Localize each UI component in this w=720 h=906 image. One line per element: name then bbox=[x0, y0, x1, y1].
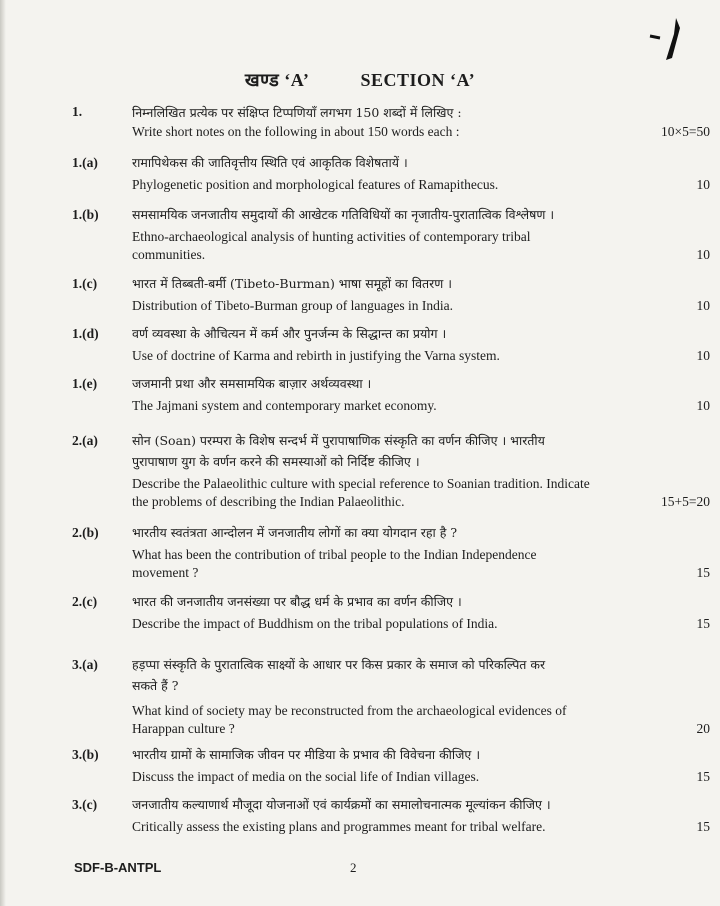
question-text-hindi: भारतीय स्वतंत्रता आन्दोलन में जनजातीय लोगों का क्या योगदान रहा है ? bbox=[132, 525, 458, 540]
question-marks: 10 bbox=[696, 177, 710, 192]
question-text-hindi: निम्नलिखित प्रत्येक पर संक्षिप्त टिप्पणियाँ लगभग 150 शब्दों में लिखिए : bbox=[132, 105, 462, 120]
question-text-english: Phylogenetic position and morphological features of Ramapithecus. 10 bbox=[132, 177, 710, 192]
question-marks: 10×5=50 bbox=[661, 124, 710, 139]
section-title-english: SECTION ‘A’ bbox=[360, 70, 476, 90]
question-text-hindi-line-2: सकते हैं ? bbox=[132, 678, 179, 693]
question-number: 3.(c) bbox=[72, 797, 98, 812]
question-text-hindi-line-1: सोन (Soan) परम्परा के विशेष सन्दर्भ में पुरापाषाणिक संस्कृति का वर्णन कीजिए । भारतीय bbox=[132, 433, 545, 448]
question-text-english: Use of doctrine of Karma and rebirth in justifying the Varna system. 10 bbox=[132, 348, 710, 363]
section-header bbox=[0, 68, 720, 92]
question-number: 1. bbox=[72, 104, 83, 119]
question-text-english-line-1: What kind of society may be reconstructed from the archaeological evidences of bbox=[132, 703, 567, 718]
page-number: 2 bbox=[350, 860, 357, 875]
question-text-english-line-2: movement ? 15 bbox=[132, 565, 710, 580]
question-marks: 15 bbox=[696, 769, 710, 784]
question-text-english-line-1: What has been the contribution of tribal people to the Indian Independence bbox=[132, 547, 537, 562]
question-marks: 10 bbox=[696, 247, 710, 262]
question-marks: 10 bbox=[696, 398, 710, 413]
question-text-hindi: भारतीय ग्रामों के सामाजिक जीवन पर मीडिया के प्रभाव की विवेचना कीजिए । bbox=[132, 747, 481, 762]
question-text-hindi: जनजातीय कल्याणार्थ मौजूदा योजनाओं एवं कार्यक्रमों का समालोचनात्मक मूल्यांकन कीजिए । bbox=[132, 797, 551, 812]
question-text-hindi: भारत में तिब्बती-बर्मी (Tibeto-Burman) भाषा समूहों का वितरण । bbox=[132, 276, 453, 291]
question-number: 1.(c) bbox=[72, 276, 98, 291]
question-number: 1.(e) bbox=[72, 376, 98, 391]
question-text-hindi: जजमानी प्रथा और समसामयिक बाज़ार अर्थव्यवस्था । bbox=[132, 376, 372, 391]
question-text-english: Distribution of Tibeto-Burman group of languages in India. 10 bbox=[132, 298, 710, 313]
question-marks: 10 bbox=[696, 298, 710, 313]
question-text-english-line-2: communities. 10 bbox=[132, 247, 710, 262]
question-marks: 10 bbox=[696, 348, 710, 363]
question-number: 2.(a) bbox=[72, 433, 98, 448]
question-text-english-line-1: Describe the Palaeolithic culture with special reference to Soanian tradition. Indicate bbox=[132, 476, 590, 491]
question-text-english: The Jajmani system and contemporary market economy. 10 bbox=[132, 398, 710, 413]
question-marks: 15 bbox=[696, 565, 710, 580]
question-number: 1.(d) bbox=[72, 326, 99, 341]
question-marks: 15+5=20 bbox=[661, 494, 710, 509]
section-title-hindi: खण्ड ‘A’ bbox=[244, 70, 310, 90]
question-marks: 15 bbox=[696, 616, 710, 631]
question-number: 2.(c) bbox=[72, 594, 98, 609]
question-number: 1.(a) bbox=[72, 155, 98, 170]
scan-edge bbox=[0, 0, 6, 906]
question-number: 3.(a) bbox=[72, 657, 98, 672]
question-number: 3.(b) bbox=[72, 747, 99, 762]
question-marks: 15 bbox=[696, 819, 710, 834]
question-text-english-line-1: Ethno-archaeological analysis of hunting activities of contemporary tribal bbox=[132, 229, 531, 244]
question-text-english-line-2: Harappan culture ? 20 bbox=[132, 721, 710, 736]
question-text-hindi: समसामयिक जनजातीय समुदायों की आखेटक गतिविधियों का नृजातीय-पुरातात्विक विश्लेषण । bbox=[132, 207, 555, 222]
question-text-hindi: भारत की जनजातीय जनसंख्या पर बौद्ध धर्म के प्रभाव का वर्णन कीजिए । bbox=[132, 594, 462, 609]
question-text-hindi-line-1: हड़प्पा संस्कृति के पुरातात्विक साक्ष्यों के आधार पर किस प्रकार के समाज को परिकल्पित कर bbox=[132, 657, 546, 672]
question-text-english-line-2: the problems of describing the Indian Palaeolithic. 15+5=20 bbox=[132, 494, 710, 509]
paper-code: SDF-B-ANTPL bbox=[74, 860, 162, 875]
pen-tick-mark bbox=[646, 14, 686, 64]
question-text-english: Discuss the impact of media on the social life of Indian villages. 15 bbox=[132, 769, 710, 784]
question-text-english: Critically assess the existing plans and programmes meant for tribal welfare. 15 bbox=[132, 819, 710, 834]
question-text-english: Describe the impact of Buddhism on the tribal populations of India. 15 bbox=[132, 616, 710, 631]
question-text-english: Write short notes on the following in about 150 words each : 10×5=50 bbox=[132, 124, 710, 139]
question-text-hindi-line-2: पुरापाषाण युग के वर्णन करने की समस्याओं को निर्दिष्ट कीजिए । bbox=[132, 454, 420, 469]
question-text-hindi: वर्ण व्यवस्था के औचित्यन में कर्म और पुनर्जन्म के सिद्धान्त का प्रयोग । bbox=[132, 326, 447, 341]
question-number: 1.(b) bbox=[72, 207, 99, 222]
question-marks: 20 bbox=[696, 721, 710, 736]
question-text-hindi: रामापिथेकस की जातिवृत्तीय स्थिति एवं आकृतिक विशेषतायें । bbox=[132, 155, 408, 170]
question-number: 2.(b) bbox=[72, 525, 99, 540]
